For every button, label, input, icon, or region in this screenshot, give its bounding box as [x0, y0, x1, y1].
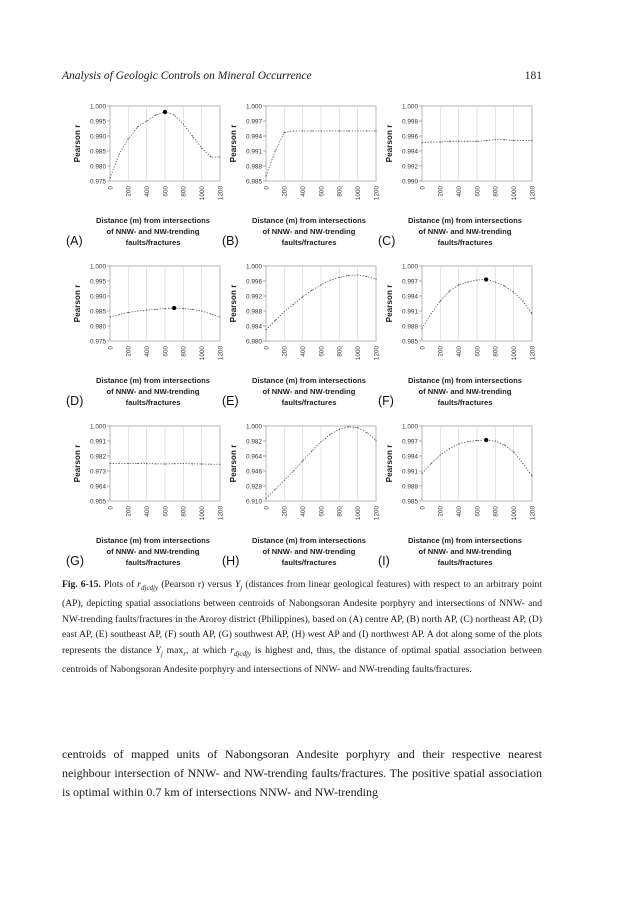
data-point-d: [146, 310, 147, 311]
y-tick-label-f: 1.000: [402, 263, 418, 271]
data-point-h: [366, 432, 367, 433]
data-point-i: [449, 448, 450, 449]
x-tick-label-i: 1200: [529, 506, 537, 521]
data-point-b: [357, 130, 358, 131]
data-point-i: [458, 443, 459, 444]
y-tick-label-a: 0.995: [90, 118, 106, 126]
y-tick-label-b: 0.994: [246, 133, 262, 141]
data-point-i: [467, 441, 468, 442]
data-point-h: [339, 429, 340, 430]
data-point-i: [504, 444, 505, 445]
data-point-i: [531, 475, 532, 476]
y-tick-label-a: 0.990: [90, 133, 106, 141]
x-tick-label-b: 800: [336, 186, 344, 197]
x-tick-label-h: 200: [281, 506, 289, 517]
data-point-d: [201, 310, 202, 311]
data-point-e: [320, 284, 321, 285]
x-tick-label-g: 1200: [217, 506, 225, 521]
panel-label-g: (G): [66, 554, 85, 568]
x-tick-label-b: 400: [299, 186, 307, 197]
y-axis-label-i: Pearson r: [385, 444, 394, 483]
y-tick-label-d: 0.980: [90, 323, 106, 331]
x-axis-label-h: faults/fractures: [281, 558, 337, 567]
data-point-i: [513, 451, 514, 452]
x-axis-label-e: Distance (m) from intersections: [252, 376, 366, 385]
y-tick-label-i: 0.994: [402, 453, 418, 461]
data-point-d: [137, 310, 138, 311]
data-point-g: [210, 464, 211, 465]
x-tick-label-f: 600: [474, 346, 482, 357]
y-tick-label-d: 0.975: [90, 338, 106, 346]
x-tick-label-e: 200: [281, 346, 289, 357]
data-point-c: [513, 140, 514, 141]
x-tick-label-e: 600: [318, 346, 326, 357]
y-tick-label-f: 0.994: [402, 293, 418, 301]
x-axis-label-a: faults/fractures: [125, 238, 181, 247]
y-tick-label-a: 0.985: [90, 148, 106, 156]
x-axis-label-e: of NNW- and NW-trending: [262, 387, 356, 396]
data-point-d: [128, 312, 129, 313]
y-axis-label-f: Pearson r: [385, 284, 394, 323]
y-tick-label-c: 0.990: [402, 178, 418, 186]
data-point-b: [348, 130, 349, 131]
caption-part2: (Pearson r) versus: [161, 579, 232, 590]
x-axis-label-i: of NNW- and NW-trending: [418, 547, 512, 556]
data-point-c: [431, 141, 432, 142]
data-point-c: [495, 139, 496, 140]
caption-part1: Plots of: [103, 579, 135, 590]
x-tick-label-f: 1200: [529, 346, 537, 361]
data-point-c: [486, 140, 487, 141]
data-point-g: [119, 463, 120, 464]
x-tick-label-c: 800: [492, 186, 500, 197]
data-point-a: [155, 114, 156, 115]
x-tick-label-i: 0: [419, 506, 427, 510]
data-point-f: [467, 281, 468, 282]
data-point-g: [219, 464, 220, 465]
y-tick-label-g: 0.955: [90, 498, 106, 506]
data-point-h: [293, 470, 294, 471]
x-tick-label-d: 400: [143, 346, 151, 357]
y-tick-label-i: 0.985: [402, 498, 418, 506]
y-tick-label-b: 0.985: [246, 178, 262, 186]
y-axis-label-g: Pearson r: [73, 444, 82, 483]
x-tick-label-b: 600: [318, 186, 326, 197]
x-tick-label-d: 1200: [217, 346, 225, 361]
x-tick-label-f: 1000: [510, 346, 518, 361]
data-point-d: [183, 308, 184, 309]
y-axis-label-e: Pearson r: [229, 284, 238, 323]
x-tick-label-a: 1000: [198, 186, 206, 201]
x-tick-label-d: 1000: [198, 346, 206, 361]
x-tick-label-g: 800: [180, 506, 188, 517]
y-tick-label-f: 0.997: [402, 278, 418, 286]
page-number: 181: [524, 70, 542, 82]
data-point-a: [192, 135, 193, 136]
caption-max-subscript: r: [183, 649, 186, 658]
x-axis-label-b: Distance (m) from intersections: [252, 216, 366, 225]
data-point-h: [320, 441, 321, 442]
x-tick-label-c: 600: [474, 186, 482, 197]
data-point-c: [458, 141, 459, 142]
x-axis-label-b: of NNW- and NW-trending: [262, 227, 356, 236]
x-tick-label-i: 800: [492, 506, 500, 517]
y-tick-label-f: 0.991: [402, 308, 418, 316]
data-point-a: [119, 153, 120, 154]
data-point-i: [476, 440, 477, 441]
data-point-h: [302, 460, 303, 461]
y-tick-label-c: 0.994: [402, 148, 418, 156]
data-point-g: [174, 463, 175, 464]
x-tick-label-e: 800: [336, 346, 344, 357]
x-tick-label-d: 0: [107, 346, 115, 350]
y-tick-label-h: 0.910: [246, 498, 262, 506]
caption-part5: is highest and, thus, the distance of optimal spatial association between centroids of Nabongsoran Andesite porphyry and intersections of NNW- and NW-trending faults/fractures.: [62, 644, 542, 676]
y-tick-label-b: 0.991: [246, 148, 262, 156]
x-tick-label-a: 0: [107, 186, 115, 190]
y-tick-label-h: 0.946: [246, 468, 262, 476]
data-point-e: [265, 329, 266, 330]
figure-caption: Fig. 6-15. Plots of $r_{djcdjy}$ (Pearson r) versus $Y_j$ (distances from linear geological features) with respect to an arbitrary point (AP), depicting spatial associations between centroids of Nabongsoran Andesite porphyry and intersections of NNW- and NW-trending faults/fractures in the Aroroy district (Philippines), based on (A) centre AP, (B) north AP, (C) northeast AP, (D) east AP, (E) southeast AP, (F) south AP, (G) southwest AP, (H) west AP and (I) northwest AP. A dot along some of the plots represents the distance $Y_j$ $\max_r$, at which $r_{djcdjy}$ is highest and, thus, the distance of optimal spatial association between centroids of Nabongsoran Andesite porphyry and intersections of NNW- and NW-trending faults/fractures.: [62, 579, 543, 676]
x-tick-label-g: 0: [107, 506, 115, 510]
panel-label-i: (I): [378, 554, 390, 568]
x-tick-label-a: 400: [143, 186, 151, 197]
x-tick-label-f: 800: [492, 346, 500, 357]
data-point-f: [421, 328, 422, 329]
y-tick-label-h: 0.964: [246, 453, 262, 461]
x-axis-label-d: faults/fractures: [125, 398, 181, 407]
data-point-c: [449, 141, 450, 142]
data-point-h: [284, 480, 285, 481]
y-axis-label-a: Pearson r: [73, 124, 82, 163]
data-point-e: [302, 296, 303, 297]
x-tick-label-c: 0: [419, 186, 427, 190]
data-point-c: [531, 140, 532, 141]
y-tick-label-h: 0.982: [246, 438, 262, 446]
x-tick-label-a: 600: [162, 186, 170, 197]
y-tick-label-f: 0.988: [402, 323, 418, 331]
data-point-b: [275, 150, 276, 151]
panel-label-d: (D): [66, 394, 84, 408]
data-point-h: [311, 450, 312, 451]
data-point-b: [320, 130, 321, 131]
x-axis-label-b: faults/fractures: [281, 238, 337, 247]
data-point-b: [293, 130, 294, 131]
x-axis-label-h: of NNW- and NW-trending: [262, 547, 356, 556]
x-tick-label-h: 800: [336, 506, 344, 517]
x-axis-label-a: of NNW- and NW-trending: [106, 227, 200, 236]
y-tick-label-f: 0.985: [402, 338, 418, 346]
x-tick-label-i: 600: [474, 506, 482, 517]
data-point-b: [339, 130, 340, 131]
data-point-f: [431, 313, 432, 314]
y-tick-label-b: 0.997: [246, 118, 262, 126]
data-point-e: [339, 277, 340, 278]
data-point-e: [330, 280, 331, 281]
x-tick-label-a: 1200: [217, 186, 225, 201]
data-point-i: [431, 463, 432, 464]
x-tick-label-c: 1000: [510, 186, 518, 201]
x-tick-label-c: 400: [455, 186, 463, 197]
data-point-a: [201, 147, 202, 148]
data-point-c: [476, 141, 477, 142]
data-point-f: [449, 290, 450, 291]
x-axis-label-f: faults/fractures: [437, 398, 493, 407]
x-tick-label-c: 200: [437, 186, 445, 197]
data-point-g: [155, 463, 156, 464]
y-tick-label-e: 0.980: [246, 338, 262, 346]
x-axis-label-c: faults/fractures: [437, 238, 493, 247]
y-tick-label-e: 0.992: [246, 293, 262, 301]
caption-max: max: [166, 644, 184, 656]
caption-r-symbol: r: [137, 579, 141, 590]
data-point-b: [311, 130, 312, 131]
data-point-h: [275, 489, 276, 490]
max-marker-dot-i: [484, 438, 488, 442]
data-point-e: [275, 320, 276, 321]
x-tick-label-e: 0: [263, 346, 271, 350]
x-axis-label-g: faults/fractures: [125, 558, 181, 567]
data-point-b: [366, 130, 367, 131]
data-point-a: [174, 114, 175, 115]
x-tick-label-d: 800: [180, 346, 188, 357]
x-axis-label-g: Distance (m) from intersections: [96, 536, 210, 545]
x-tick-label-b: 200: [281, 186, 289, 197]
data-point-g: [146, 463, 147, 464]
panel-label-h: (H): [222, 554, 240, 568]
x-axis-label-h: Distance (m) from intersections: [252, 536, 366, 545]
data-point-c: [467, 141, 468, 142]
data-point-d: [164, 308, 165, 309]
data-point-a: [219, 156, 220, 157]
data-point-g: [137, 463, 138, 464]
data-point-b: [302, 130, 303, 131]
data-point-h: [265, 498, 266, 499]
panel-label-a: (A): [66, 234, 83, 248]
caption-part4: at which: [192, 644, 227, 656]
x-axis-label-i: Distance (m) from intersections: [408, 536, 522, 545]
data-point-d: [192, 309, 193, 310]
y-tick-label-e: 1.000: [246, 263, 262, 271]
panel-label-c: (C): [378, 234, 396, 248]
x-tick-label-c: 1200: [529, 186, 537, 201]
x-tick-label-e: 1200: [373, 346, 381, 361]
caption-y-symbol: Y: [234, 579, 241, 590]
data-point-e: [348, 275, 349, 276]
panel-label-f: (F): [378, 394, 394, 408]
x-tick-label-b: 1200: [373, 186, 381, 201]
data-point-c: [522, 140, 523, 141]
data-point-d: [210, 313, 211, 314]
data-point-e: [375, 279, 376, 280]
data-point-a: [109, 177, 110, 178]
data-point-f: [476, 279, 477, 280]
x-axis-label-d: Distance (m) from intersections: [96, 376, 210, 385]
x-axis-label-c: Distance (m) from intersections: [408, 216, 522, 225]
data-point-f: [504, 285, 505, 286]
y-tick-label-g: 0.982: [90, 453, 106, 461]
y-tick-label-i: 0.988: [402, 483, 418, 491]
x-tick-label-h: 400: [299, 506, 307, 517]
data-point-d: [155, 309, 156, 310]
x-tick-label-d: 200: [125, 346, 133, 357]
y-tick-label-e: 0.984: [246, 323, 262, 331]
data-point-d: [219, 316, 220, 317]
y-tick-label-a: 0.975: [90, 178, 106, 186]
x-tick-label-g: 200: [125, 506, 133, 517]
data-point-c: [421, 142, 422, 143]
y-axis-label-d: Pearson r: [73, 284, 82, 323]
y-tick-label-b: 1.000: [246, 103, 262, 111]
max-marker-dot-d: [172, 306, 176, 310]
data-point-h: [375, 440, 376, 441]
y-tick-label-h: 0.928: [246, 483, 262, 491]
y-tick-label-g: 0.964: [90, 483, 106, 491]
y-tick-label-g: 0.991: [90, 438, 106, 446]
y-tick-label-d: 1.000: [90, 263, 106, 271]
x-tick-label-f: 400: [455, 346, 463, 357]
data-point-c: [440, 141, 441, 142]
y-tick-label-c: 0.996: [402, 133, 418, 141]
panel-label-e: (E): [222, 394, 239, 408]
data-point-g: [128, 463, 129, 464]
y-tick-label-i: 0.991: [402, 468, 418, 476]
data-point-e: [357, 274, 358, 275]
data-point-f: [495, 281, 496, 282]
data-point-h: [330, 434, 331, 435]
data-point-e: [311, 290, 312, 291]
x-axis-label-f: of NNW- and NW-trending: [418, 387, 512, 396]
x-tick-label-i: 400: [455, 506, 463, 517]
max-marker-dot-f: [484, 277, 488, 281]
caption-r-subscript-2: djcdjy: [233, 649, 252, 658]
x-tick-label-b: 0: [263, 186, 271, 190]
x-tick-label-g: 400: [143, 506, 151, 517]
x-tick-label-i: 1000: [510, 506, 518, 521]
data-point-i: [495, 440, 496, 441]
data-point-f: [513, 291, 514, 292]
figure-label: Fig. 6-15.: [62, 579, 101, 590]
y-tick-label-i: 1.000: [402, 423, 418, 431]
data-point-h: [348, 426, 349, 427]
caption-r-subscript: djcdjy: [141, 583, 159, 592]
data-point-g: [109, 463, 110, 464]
data-point-i: [440, 454, 441, 455]
data-point-f: [522, 300, 523, 301]
x-tick-label-g: 600: [162, 506, 170, 517]
y-tick-label-e: 0.996: [246, 278, 262, 286]
panel-label-b: (B): [222, 234, 239, 248]
y-tick-label-c: 0.998: [402, 118, 418, 126]
data-point-a: [183, 123, 184, 124]
data-point-f: [458, 284, 459, 285]
x-axis-label-i: faults/fractures: [437, 558, 493, 567]
x-tick-label-f: 0: [419, 346, 427, 350]
x-tick-label-h: 600: [318, 506, 326, 517]
data-point-a: [146, 120, 147, 121]
x-axis-label-g: of NNW- and NW-trending: [106, 547, 200, 556]
y-tick-label-g: 1.000: [90, 423, 106, 431]
x-tick-label-h: 1200: [373, 506, 381, 521]
data-point-i: [421, 473, 422, 474]
y-axis-label-b: Pearson r: [229, 124, 238, 163]
y-tick-label-c: 1.000: [402, 103, 418, 111]
data-point-g: [192, 463, 193, 464]
x-axis-label-c: of NNW- and NW-trending: [418, 227, 512, 236]
y-tick-label-i: 0.997: [402, 438, 418, 446]
x-tick-label-i: 200: [437, 506, 445, 517]
data-point-f: [531, 313, 532, 314]
data-point-a: [128, 138, 129, 139]
running-title: Analysis of Geologic Controls on Mineral Occurrence: [62, 70, 312, 82]
x-tick-label-d: 600: [162, 346, 170, 357]
x-tick-label-h: 0: [263, 506, 271, 510]
data-point-e: [366, 276, 367, 277]
caption-y-subscript-2: j: [160, 649, 163, 658]
y-tick-label-a: 1.000: [90, 103, 106, 111]
y-tick-label-h: 1.000: [246, 423, 262, 431]
y-tick-label-c: 0.992: [402, 163, 418, 171]
x-tick-label-h: 1000: [354, 506, 362, 521]
x-tick-label-a: 800: [180, 186, 188, 197]
x-axis-label-e: faults/fractures: [281, 398, 337, 407]
data-point-d: [109, 316, 110, 317]
data-point-e: [293, 304, 294, 305]
data-point-g: [201, 463, 202, 464]
x-axis-label-a: Distance (m) from intersections: [96, 216, 210, 225]
data-point-c: [504, 139, 505, 140]
data-point-e: [284, 311, 285, 312]
data-point-b: [265, 175, 266, 176]
y-tick-label-b: 0.988: [246, 163, 262, 171]
y-tick-label-a: 0.980: [90, 163, 106, 171]
caption-y-symbol-2: Y: [155, 644, 161, 656]
x-axis-label-f: Distance (m) from intersections: [408, 376, 522, 385]
data-point-b: [330, 130, 331, 131]
max-marker-dot-a: [163, 110, 167, 114]
y-tick-label-e: 0.988: [246, 308, 262, 316]
data-point-b: [284, 132, 285, 133]
data-point-a: [137, 126, 138, 127]
caption-r-symbol-2: r: [230, 644, 234, 656]
data-point-g: [183, 463, 184, 464]
y-axis-label-h: Pearson r: [229, 444, 238, 483]
data-point-a: [210, 156, 211, 157]
y-tick-label-d: 0.995: [90, 278, 106, 286]
x-tick-label-e: 1000: [354, 346, 362, 361]
data-point-h: [357, 427, 358, 428]
caption-y-subscript: j: [240, 583, 243, 592]
data-point-d: [119, 314, 120, 315]
body-paragraph: centroids of mapped units of Nabongsoran Andesite porphyry and their respective nearest neighbour intersection of NNW- and NW-trending faults/fractures. The positive spatial association is optimal within 0.7 km of intersections NNW- and NW-trending: [62, 747, 542, 799]
data-point-g: [164, 463, 165, 464]
y-tick-label-g: 0.973: [90, 468, 106, 476]
caption-part3: (distances from linear geological features) with respect to an arbitrary point (AP), depicting spatial associations between centroids of Nabongsoran Andesite porphyry and intersections of NNW- and NW-trending faults/fractures in the Aroroy district (Philippines), based on (A) centre AP, (B) north AP, (C) northeast AP, (D) east AP, (E) southeast AP, (F) south AP, (G) southwest AP, (H) west AP and (I) northwest AP. A dot along some of the plots represents the distance: [62, 579, 543, 656]
x-tick-label-b: 1000: [354, 186, 362, 201]
data-point-i: [522, 463, 523, 464]
x-tick-label-a: 200: [125, 186, 133, 197]
y-tick-label-d: 0.985: [90, 308, 106, 316]
data-point-f: [440, 300, 441, 301]
x-tick-label-e: 400: [299, 346, 307, 357]
data-point-b: [375, 130, 376, 131]
y-axis-label-c: Pearson r: [385, 124, 394, 163]
x-tick-label-g: 1000: [198, 506, 206, 521]
y-tick-label-d: 0.990: [90, 293, 106, 301]
x-axis-label-d: of NNW- and NW-trending: [106, 387, 200, 396]
x-tick-label-f: 200: [437, 346, 445, 357]
